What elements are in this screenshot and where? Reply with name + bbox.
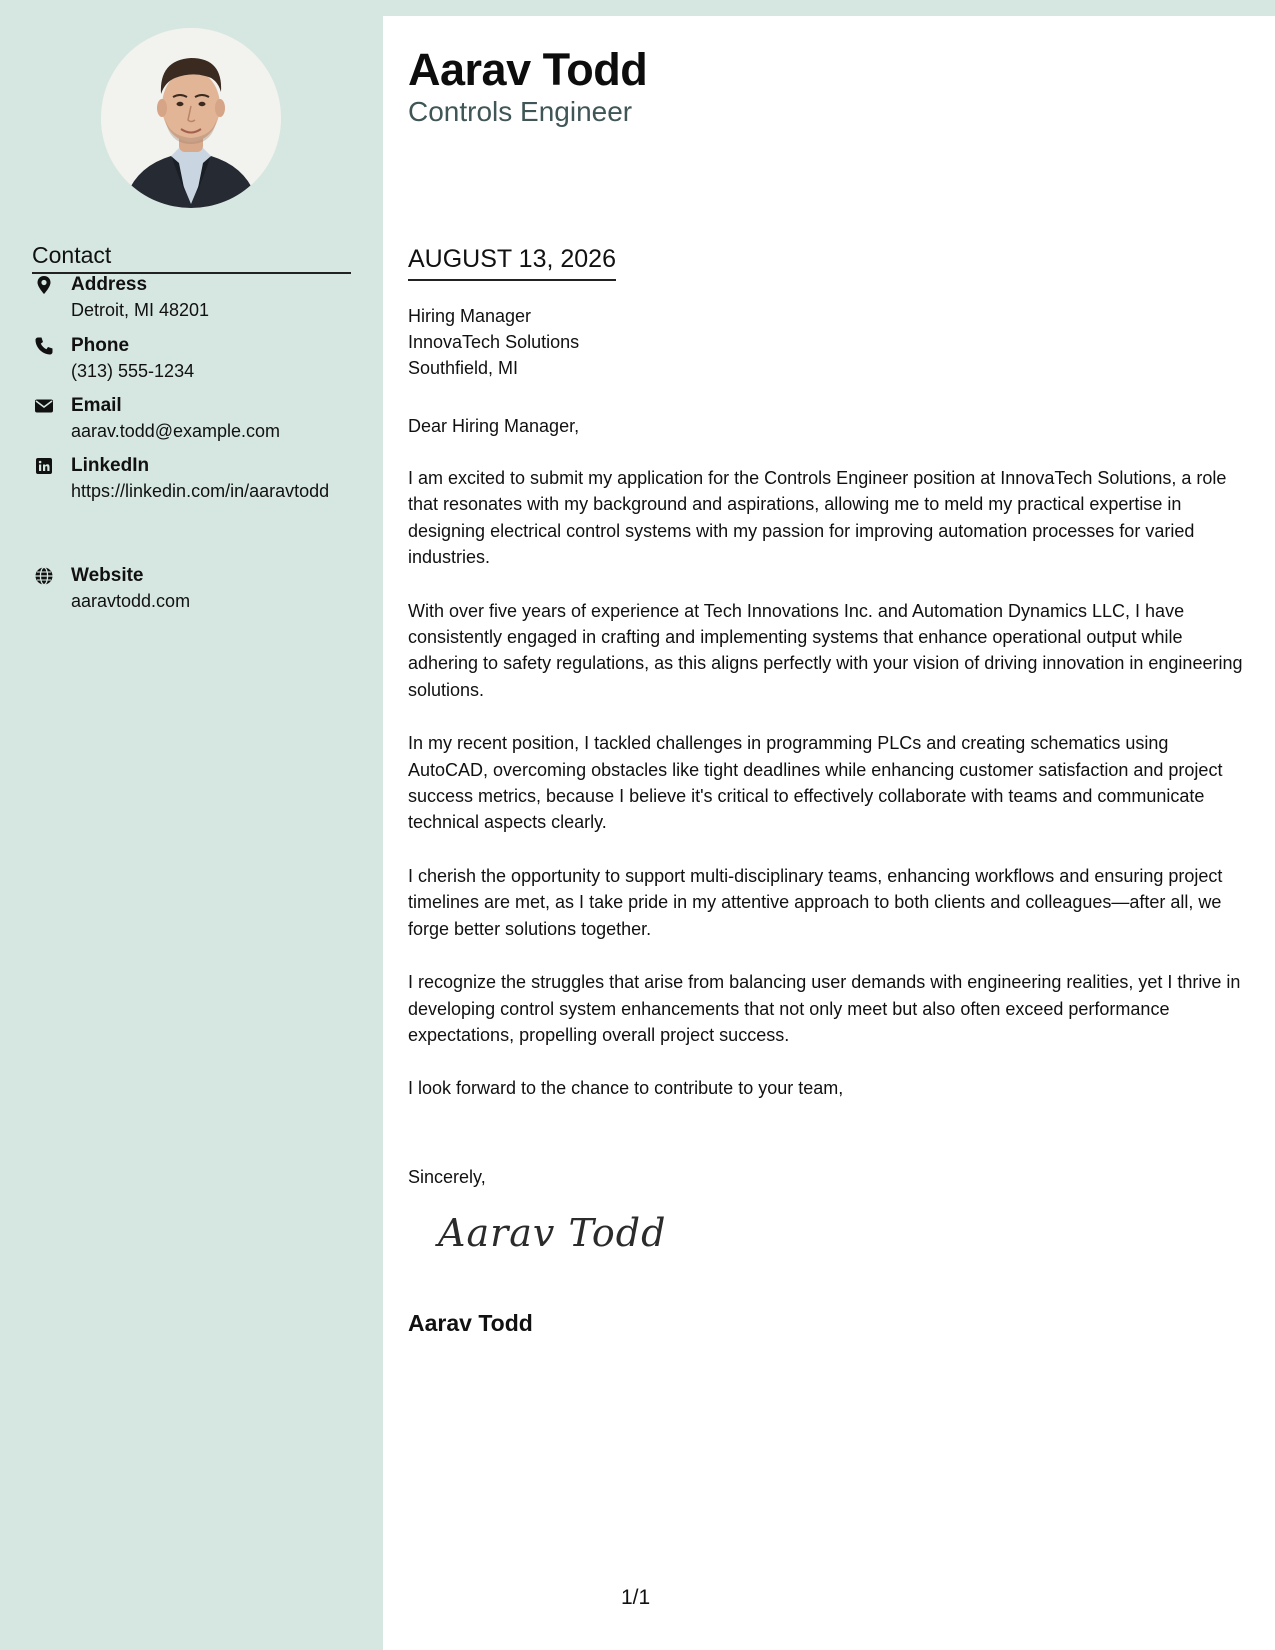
salutation: Dear Hiring Manager,	[408, 416, 580, 436]
envelope-icon	[34, 396, 54, 416]
closing: Sincerely,	[408, 1167, 486, 1187]
contact-heading: Contact	[32, 240, 351, 274]
contact-value-address: Detroit, MI 48201	[71, 300, 210, 320]
recipient-block	[408, 303, 579, 381]
linkedin-icon	[34, 456, 54, 476]
page-number: 1/1	[621, 1586, 651, 1609]
profile-photo	[101, 28, 281, 208]
sidebar	[0, 0, 383, 1650]
recipient-location: Southfield, MI	[408, 358, 519, 378]
handwritten-signature: Aarav Todd	[438, 1211, 667, 1255]
avatar-illustration	[101, 28, 281, 208]
letter-date: AUGUST 13, 2026	[408, 243, 616, 281]
body-paragraph: In my recent position, I tackled challenges in programming PLCs and creating schematics using AutoCAD, overcoming obstacles like tight deadlines while enhancing customer satisfaction and project success metrics, because I believe it's critical to effectively collaborate with teams and communicate technical aspects clearly.	[408, 733, 1223, 833]
applicant-name: Aarav Todd	[408, 44, 648, 95]
contact-value-phone: (313) 555-1234	[71, 361, 195, 381]
contact-label-website: Website	[71, 565, 144, 586]
recipient-company: InnovaTech Solutions	[408, 332, 580, 352]
linkedin-link[interactable]: https://linkedin.com/in/aaravtodd	[71, 481, 330, 501]
contact-label-linkedin: LinkedIn	[71, 455, 150, 476]
signer-name: Aarav Todd	[408, 1310, 533, 1336]
recipient-name: Hiring Manager	[408, 306, 532, 326]
body-paragraph: I am excited to submit my application for the Controls Engineer position at InnovaTech Solutions, a role that resonates with my background and aspirations, allowing me to meld my practical expertise in designing electrical control systems with my passion for improving automation processes for varied industries.	[408, 468, 1227, 568]
body-paragraph: I look forward to the chance to contribute to your team,	[408, 1078, 844, 1099]
website-link[interactable]: aaravtodd.com	[71, 591, 191, 611]
body-paragraph: I recognize the struggles that arise from balancing user demands with engineering realities, yet I thrive in developing control system enhancements that not only meet but also often exceed performance expectations, propelling overall project success.	[408, 972, 1241, 1045]
job-title: Controls Engineer	[408, 96, 633, 127]
body-paragraph: With over five years of experience at Tech Innovations Inc. and Automation Dynamics LLC, I have consistently engaged in crafting and implementing systems that enhance operational output while adhering to safety regulations, as this aligns perfectly with your vision of driving innovation in engineering solutions.	[408, 600, 1243, 700]
letter-body	[408, 465, 1243, 1129]
contact-label-address: Address	[71, 274, 148, 295]
letter-main	[383, 16, 1275, 1650]
body-paragraph: I cherish the opportunity to support multi-disciplinary teams, enhancing workflows and ensuring project timelines are met, as I take pride in my attentive approach to both clients and colleagues—after all, we forge better solutions together.	[408, 865, 1223, 939]
phone-icon	[34, 336, 54, 356]
email-link[interactable]: aarav.todd@example.com	[71, 421, 281, 441]
map-pin-icon	[34, 275, 54, 295]
contact-label-email: Email	[71, 395, 122, 416]
contact-label-phone: Phone	[71, 335, 130, 356]
globe-icon	[34, 566, 54, 586]
